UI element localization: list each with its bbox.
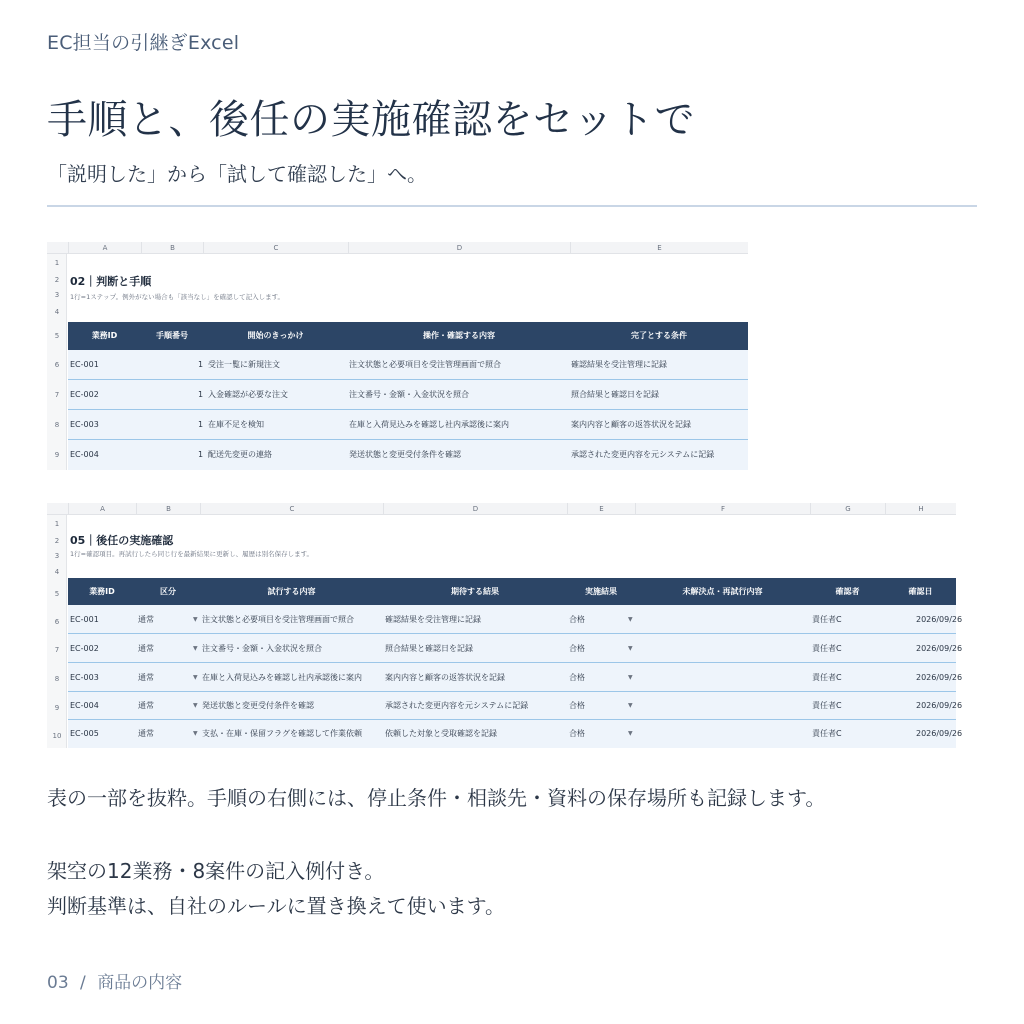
cell-done: 案内内容と顧客の返答状況を記録 bbox=[571, 420, 691, 429]
cell-checker: 責任者C bbox=[812, 615, 842, 624]
col-letter: H bbox=[885, 503, 956, 515]
row-number: 7 bbox=[54, 646, 60, 654]
cell-checker: 責任者C bbox=[812, 729, 842, 738]
row-number: 8 bbox=[54, 421, 60, 429]
dropdown-arrow-icon[interactable]: ▼ bbox=[193, 674, 198, 681]
cell-id: EC-002 bbox=[70, 644, 99, 653]
cell-category: 通常 bbox=[138, 673, 154, 682]
row-header-bar bbox=[47, 254, 67, 470]
col-letter: C bbox=[200, 503, 383, 515]
cell-trial: 注文状態と必要項目を受注管理画面で照合 bbox=[202, 615, 354, 624]
cell-category: 通常 bbox=[138, 644, 154, 653]
dropdown-arrow-icon[interactable]: ▼ bbox=[193, 645, 198, 652]
row-number: 3 bbox=[54, 552, 60, 560]
description-paragraph: 表の一部を抜粋。手順の右側には、停止条件・相談先・資料の保存場所も記録します。 bbox=[47, 786, 826, 810]
header-cell: 確認日 bbox=[908, 587, 933, 596]
cell-expected: 確認結果を受注管理に記録 bbox=[385, 615, 481, 624]
row-number: 3 bbox=[54, 291, 60, 299]
cell-step: 1 bbox=[198, 360, 204, 369]
section-note: 1行=1ステップ。例外がない場合も「該当なし」を確認して記入します。 bbox=[70, 293, 285, 301]
column-header-bar bbox=[47, 242, 748, 254]
cell-checker: 責任者C bbox=[812, 701, 842, 710]
col-letter: E bbox=[567, 503, 635, 515]
col-letter: D bbox=[348, 242, 570, 254]
header-cell: 操作・確認する内容 bbox=[423, 331, 495, 340]
header-cell: 業務ID bbox=[91, 331, 118, 340]
table-row bbox=[68, 692, 963, 720]
cell-id: EC-003 bbox=[70, 420, 99, 429]
cell-trigger: 受注一覧に新規注文 bbox=[208, 360, 280, 369]
row-number: 2 bbox=[54, 276, 60, 284]
cell-id: EC-003 bbox=[70, 673, 99, 682]
col-letter: A bbox=[68, 242, 141, 254]
dropdown-arrow-icon[interactable]: ▼ bbox=[193, 730, 198, 737]
cell-date: 2026/09/26 bbox=[916, 729, 963, 738]
row-number: 7 bbox=[54, 391, 60, 399]
header-cell: 期待する結果 bbox=[451, 587, 499, 596]
description-line: 架空の12業務・8案件の記入例付き。 bbox=[47, 859, 385, 883]
table-row bbox=[68, 380, 748, 410]
cell-trigger: 在庫不足を検知 bbox=[208, 420, 264, 429]
cell-expected: 依頼した対象と受取確認を記録 bbox=[385, 729, 497, 738]
cell-category: 通常 bbox=[138, 729, 154, 738]
page-subtitle: 「説明した」から「試して確認した」へ。 bbox=[47, 162, 427, 186]
column-header-bar bbox=[47, 503, 956, 515]
cell-action: 注文状態と必要項目を受注管理画面で照合 bbox=[349, 360, 501, 369]
row-number: 10 bbox=[52, 732, 62, 740]
dropdown-arrow-icon[interactable]: ▼ bbox=[628, 674, 633, 681]
table-row bbox=[68, 350, 748, 380]
table-header bbox=[68, 322, 748, 350]
dropdown-arrow-icon[interactable]: ▼ bbox=[193, 702, 198, 709]
cell-trial: 在庫と入荷見込みを確認し社内承認後に案内 bbox=[202, 673, 362, 682]
header-cell: 区分 bbox=[160, 587, 176, 596]
cell-result[interactable]: 合格 bbox=[569, 644, 585, 653]
table-row bbox=[68, 605, 963, 634]
row-number: 1 bbox=[54, 520, 60, 528]
cell-step: 1 bbox=[198, 420, 204, 429]
row-number: 2 bbox=[54, 537, 60, 545]
row-number: 8 bbox=[54, 675, 60, 683]
cell-id: EC-001 bbox=[70, 615, 99, 624]
table-header bbox=[68, 578, 956, 605]
dropdown-arrow-icon[interactable]: ▼ bbox=[628, 730, 633, 737]
cell-done: 確認結果を受注管理に記録 bbox=[571, 360, 667, 369]
cell-trial: 支払・在庫・保留フラグを確認して作業依頼 bbox=[202, 729, 362, 738]
table-row bbox=[68, 634, 963, 663]
dropdown-arrow-icon[interactable]: ▼ bbox=[628, 616, 633, 623]
table-row bbox=[68, 410, 748, 440]
divider bbox=[47, 205, 977, 207]
dropdown-arrow-icon[interactable]: ▼ bbox=[193, 616, 198, 623]
cell-result[interactable]: 合格 bbox=[569, 701, 585, 710]
cell-action: 発送状態と変更受付条件を確認 bbox=[349, 450, 461, 459]
description-line: 判断基準は、自社のルールに置き換えて使います。 bbox=[47, 894, 505, 918]
row-header-bar bbox=[47, 515, 67, 748]
col-letter: F bbox=[635, 503, 810, 515]
cell-category: 通常 bbox=[138, 701, 154, 710]
page-title: 手順と、後任の実施確認をセットで bbox=[47, 97, 695, 143]
cell-step: 1 bbox=[198, 390, 204, 399]
cell-expected: 照合結果と確認日を記録 bbox=[385, 644, 473, 653]
col-letter: B bbox=[136, 503, 200, 515]
cell-date: 2026/09/26 bbox=[916, 644, 963, 653]
section-title: 02｜判断と手順 bbox=[70, 275, 152, 288]
table-row bbox=[68, 663, 963, 692]
header-cell: 完了とする条件 bbox=[631, 331, 687, 340]
cell-id: EC-004 bbox=[70, 450, 99, 459]
cell-action: 注文番号・金額・入金状況を照合 bbox=[349, 390, 469, 399]
section-title: 05｜後任の実施確認 bbox=[70, 534, 174, 547]
section-label: 商品の内容 bbox=[97, 973, 183, 993]
cell-action: 在庫と入荷見込みを確認し社内承認後に案内 bbox=[349, 420, 509, 429]
cell-trial: 注文番号・金額・入金状況を照合 bbox=[202, 644, 322, 653]
section-note: 1行=確認項目。再試行したら同じ行を最新結果に更新し、履歴は別名保存します。 bbox=[70, 550, 314, 558]
cell-done: 照合結果と確認日を記録 bbox=[571, 390, 659, 399]
col-letter: B bbox=[141, 242, 203, 254]
footer-separator: / bbox=[80, 973, 86, 993]
cell-expected: 案内内容と顧客の返答状況を記録 bbox=[385, 673, 505, 682]
table-row bbox=[68, 440, 748, 470]
dropdown-arrow-icon[interactable]: ▼ bbox=[628, 702, 633, 709]
col-letter: E bbox=[570, 242, 748, 254]
cell-id: EC-005 bbox=[70, 729, 99, 738]
cell-id: EC-002 bbox=[70, 390, 99, 399]
cell-id: EC-004 bbox=[70, 701, 99, 710]
row-number: 9 bbox=[54, 704, 60, 712]
cell-date: 2026/09/26 bbox=[916, 615, 963, 624]
cell-step: 1 bbox=[198, 450, 204, 459]
col-letter: C bbox=[203, 242, 348, 254]
header-cell: 試行する内容 bbox=[267, 587, 316, 596]
page-footer bbox=[47, 968, 182, 993]
row-number: 9 bbox=[54, 451, 60, 459]
row-number: 5 bbox=[54, 332, 60, 340]
cell-done: 承認された変更内容を元システムに記録 bbox=[571, 450, 715, 459]
cell-trial: 発送状態と変更受付条件を確認 bbox=[202, 701, 314, 710]
cell-date: 2026/09/26 bbox=[916, 701, 963, 710]
cell-result[interactable]: 合格 bbox=[569, 729, 585, 738]
row-number: 6 bbox=[54, 618, 60, 626]
cell-expected: 承認された変更内容を元システムに記録 bbox=[385, 701, 529, 710]
col-letter: A bbox=[68, 503, 136, 515]
cell-id: EC-001 bbox=[70, 360, 99, 369]
cell-result[interactable]: 合格 bbox=[569, 615, 585, 624]
cell-checker: 責任者C bbox=[812, 673, 842, 682]
row-number: 6 bbox=[54, 361, 60, 369]
row-number: 4 bbox=[54, 568, 60, 576]
col-letter: D bbox=[383, 503, 567, 515]
cell-result[interactable]: 合格 bbox=[569, 673, 585, 682]
doc-kicker: EC担当の引継ぎExcel bbox=[47, 32, 240, 54]
col-letter: G bbox=[810, 503, 885, 515]
header-cell: 実施結果 bbox=[585, 587, 617, 596]
cell-trigger: 配送先変更の連絡 bbox=[208, 450, 272, 459]
header-cell: 確認者 bbox=[835, 587, 860, 596]
cell-category: 通常 bbox=[138, 615, 154, 624]
spreadsheet-procedures bbox=[47, 242, 748, 470]
row-number: 1 bbox=[54, 259, 60, 267]
header-cell: 手順番号 bbox=[156, 331, 188, 340]
spreadsheet-handover-check bbox=[47, 503, 963, 748]
row-number: 4 bbox=[54, 308, 60, 316]
cell-date: 2026/09/26 bbox=[916, 673, 963, 682]
dropdown-arrow-icon[interactable]: ▼ bbox=[628, 645, 633, 652]
header-cell: 業務ID bbox=[89, 587, 115, 596]
table-row bbox=[68, 720, 963, 748]
cell-trigger: 入金確認が必要な注文 bbox=[208, 390, 288, 399]
page-number: 03 bbox=[47, 973, 69, 993]
header-cell: 未解決点・再試行内容 bbox=[682, 587, 763, 596]
cell-checker: 責任者C bbox=[812, 644, 842, 653]
header-cell: 開始のきっかけ bbox=[247, 331, 304, 340]
row-number: 5 bbox=[54, 590, 60, 598]
